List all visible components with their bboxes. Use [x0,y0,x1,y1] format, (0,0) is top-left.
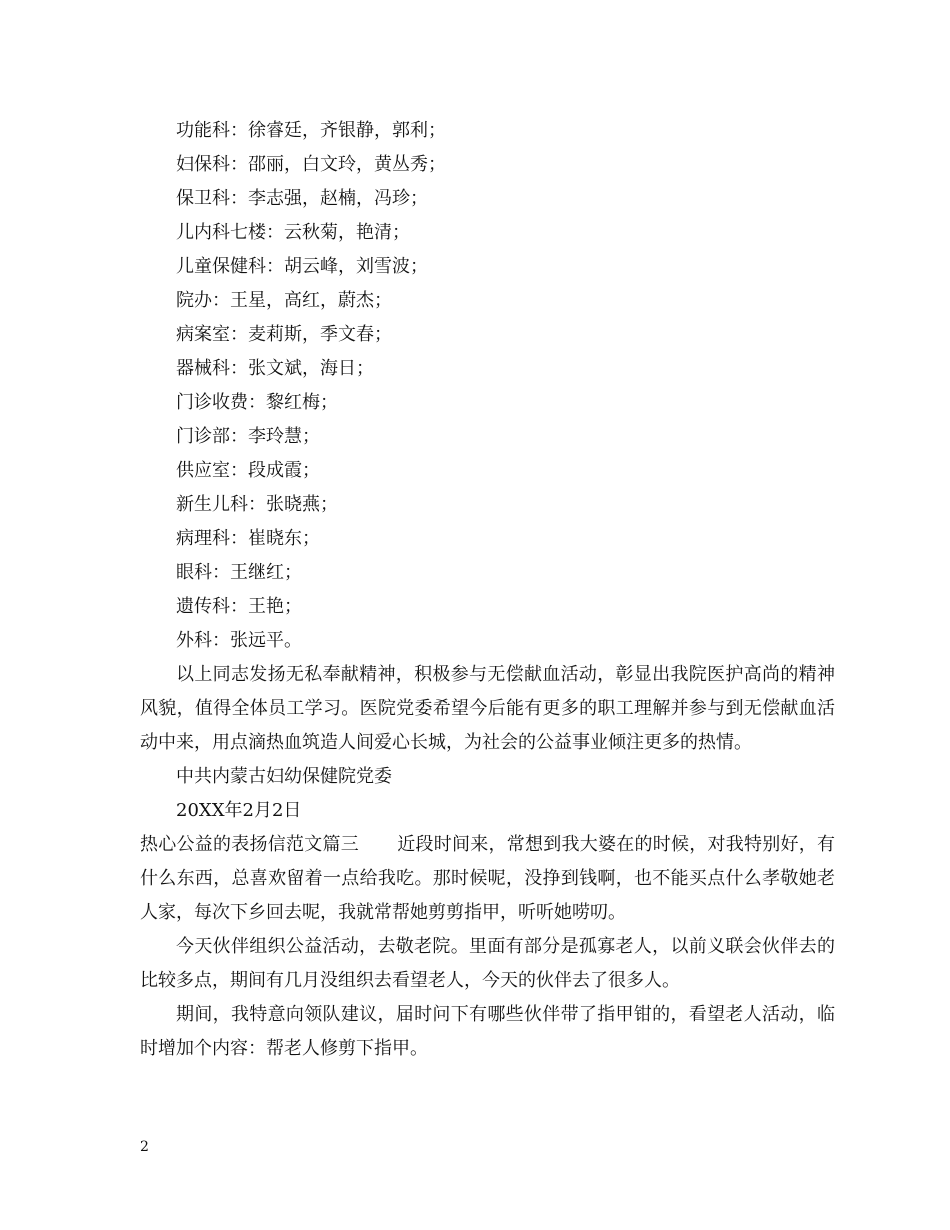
donor-list-line: 功能科：徐睿廷，齐银静，郭利； [176,120,446,141]
signature-date: 20XX年2月2日 [176,800,302,821]
signature-organization: 中共内蒙古妇幼保健院党委 [176,766,392,787]
donor-list-line: 儿童保健科：胡云峰，刘雪波； [176,256,428,277]
body-paragraph-3: 期间，我特意向领队建议，届时问下有哪些伙伴带了指甲钳的，看望老人活动，临时增加个内容：帮老人修剪下指甲。 [140,1004,835,1059]
donor-list-line: 门诊收费：黎红梅； [176,392,338,413]
body-paragraph-2: 今天伙伴组织公益活动，去敬老院。里面有部分是孤寡老人，以前义联会伙伴去的比较多点，期间有几月没组织去看望老人，今天的伙伴去了很多人。 [140,936,835,991]
donor-list-line: 病案室：麦莉斯，季文春； [176,324,392,345]
section-three-block [140,828,835,930]
donor-list [140,114,835,658]
section-first-paragraph: 近段时间来，常想到我大婆在的时候，对我特别好，有什么东西，总喜欢留着一点给我吃。那时候呢，没挣到钱啊，也不能买点什么孝敬她老人家，每次下乡回去呢，我就常帮她剪剪指甲，听听她唠叨。 [140,834,835,923]
praise-paragraph: 以上同志发扬无私奉献精神，积极参与无偿献血活动，彰显出我院医护高尚的精神风貌，值得全体员工学习。医院党委希望今后能有更多的职工理解并参与到无偿献血活动中来，用点滴热血筑造人间爱心长城，为社会的公益事业倾注更多的热情。 [140,664,835,753]
donor-list-line: 病理科：崔晓东； [176,528,320,549]
donor-list-line: 供应室：段成霞； [176,460,320,481]
donor-list-line: 门诊部：李玲慧； [176,426,320,447]
document-body [140,114,835,1066]
donor-list-line: 院办：王星，高红，蔚杰； [176,290,392,311]
donor-list-line: 器械科：张文斌，海日； [176,358,374,379]
section-title: 热心公益的表扬信范文篇三 [140,834,359,855]
page-number: 2 [140,1139,149,1155]
donor-list-line: 新生儿科：张晓燕； [176,494,338,515]
donor-list-line: 遗传科：王艳； [176,596,302,617]
donor-list-line: 眼科：王继红； [176,562,302,583]
donor-list-line: 儿内科七楼：云秋菊，艳清； [176,222,410,243]
donor-list-line: 保卫科：李志强，赵楠，冯珍； [176,188,428,209]
donor-list-line: 妇保科：邵丽，白文玲，黄丛秀； [176,154,446,175]
donor-list-line: 外科：张远平。 [176,630,302,651]
